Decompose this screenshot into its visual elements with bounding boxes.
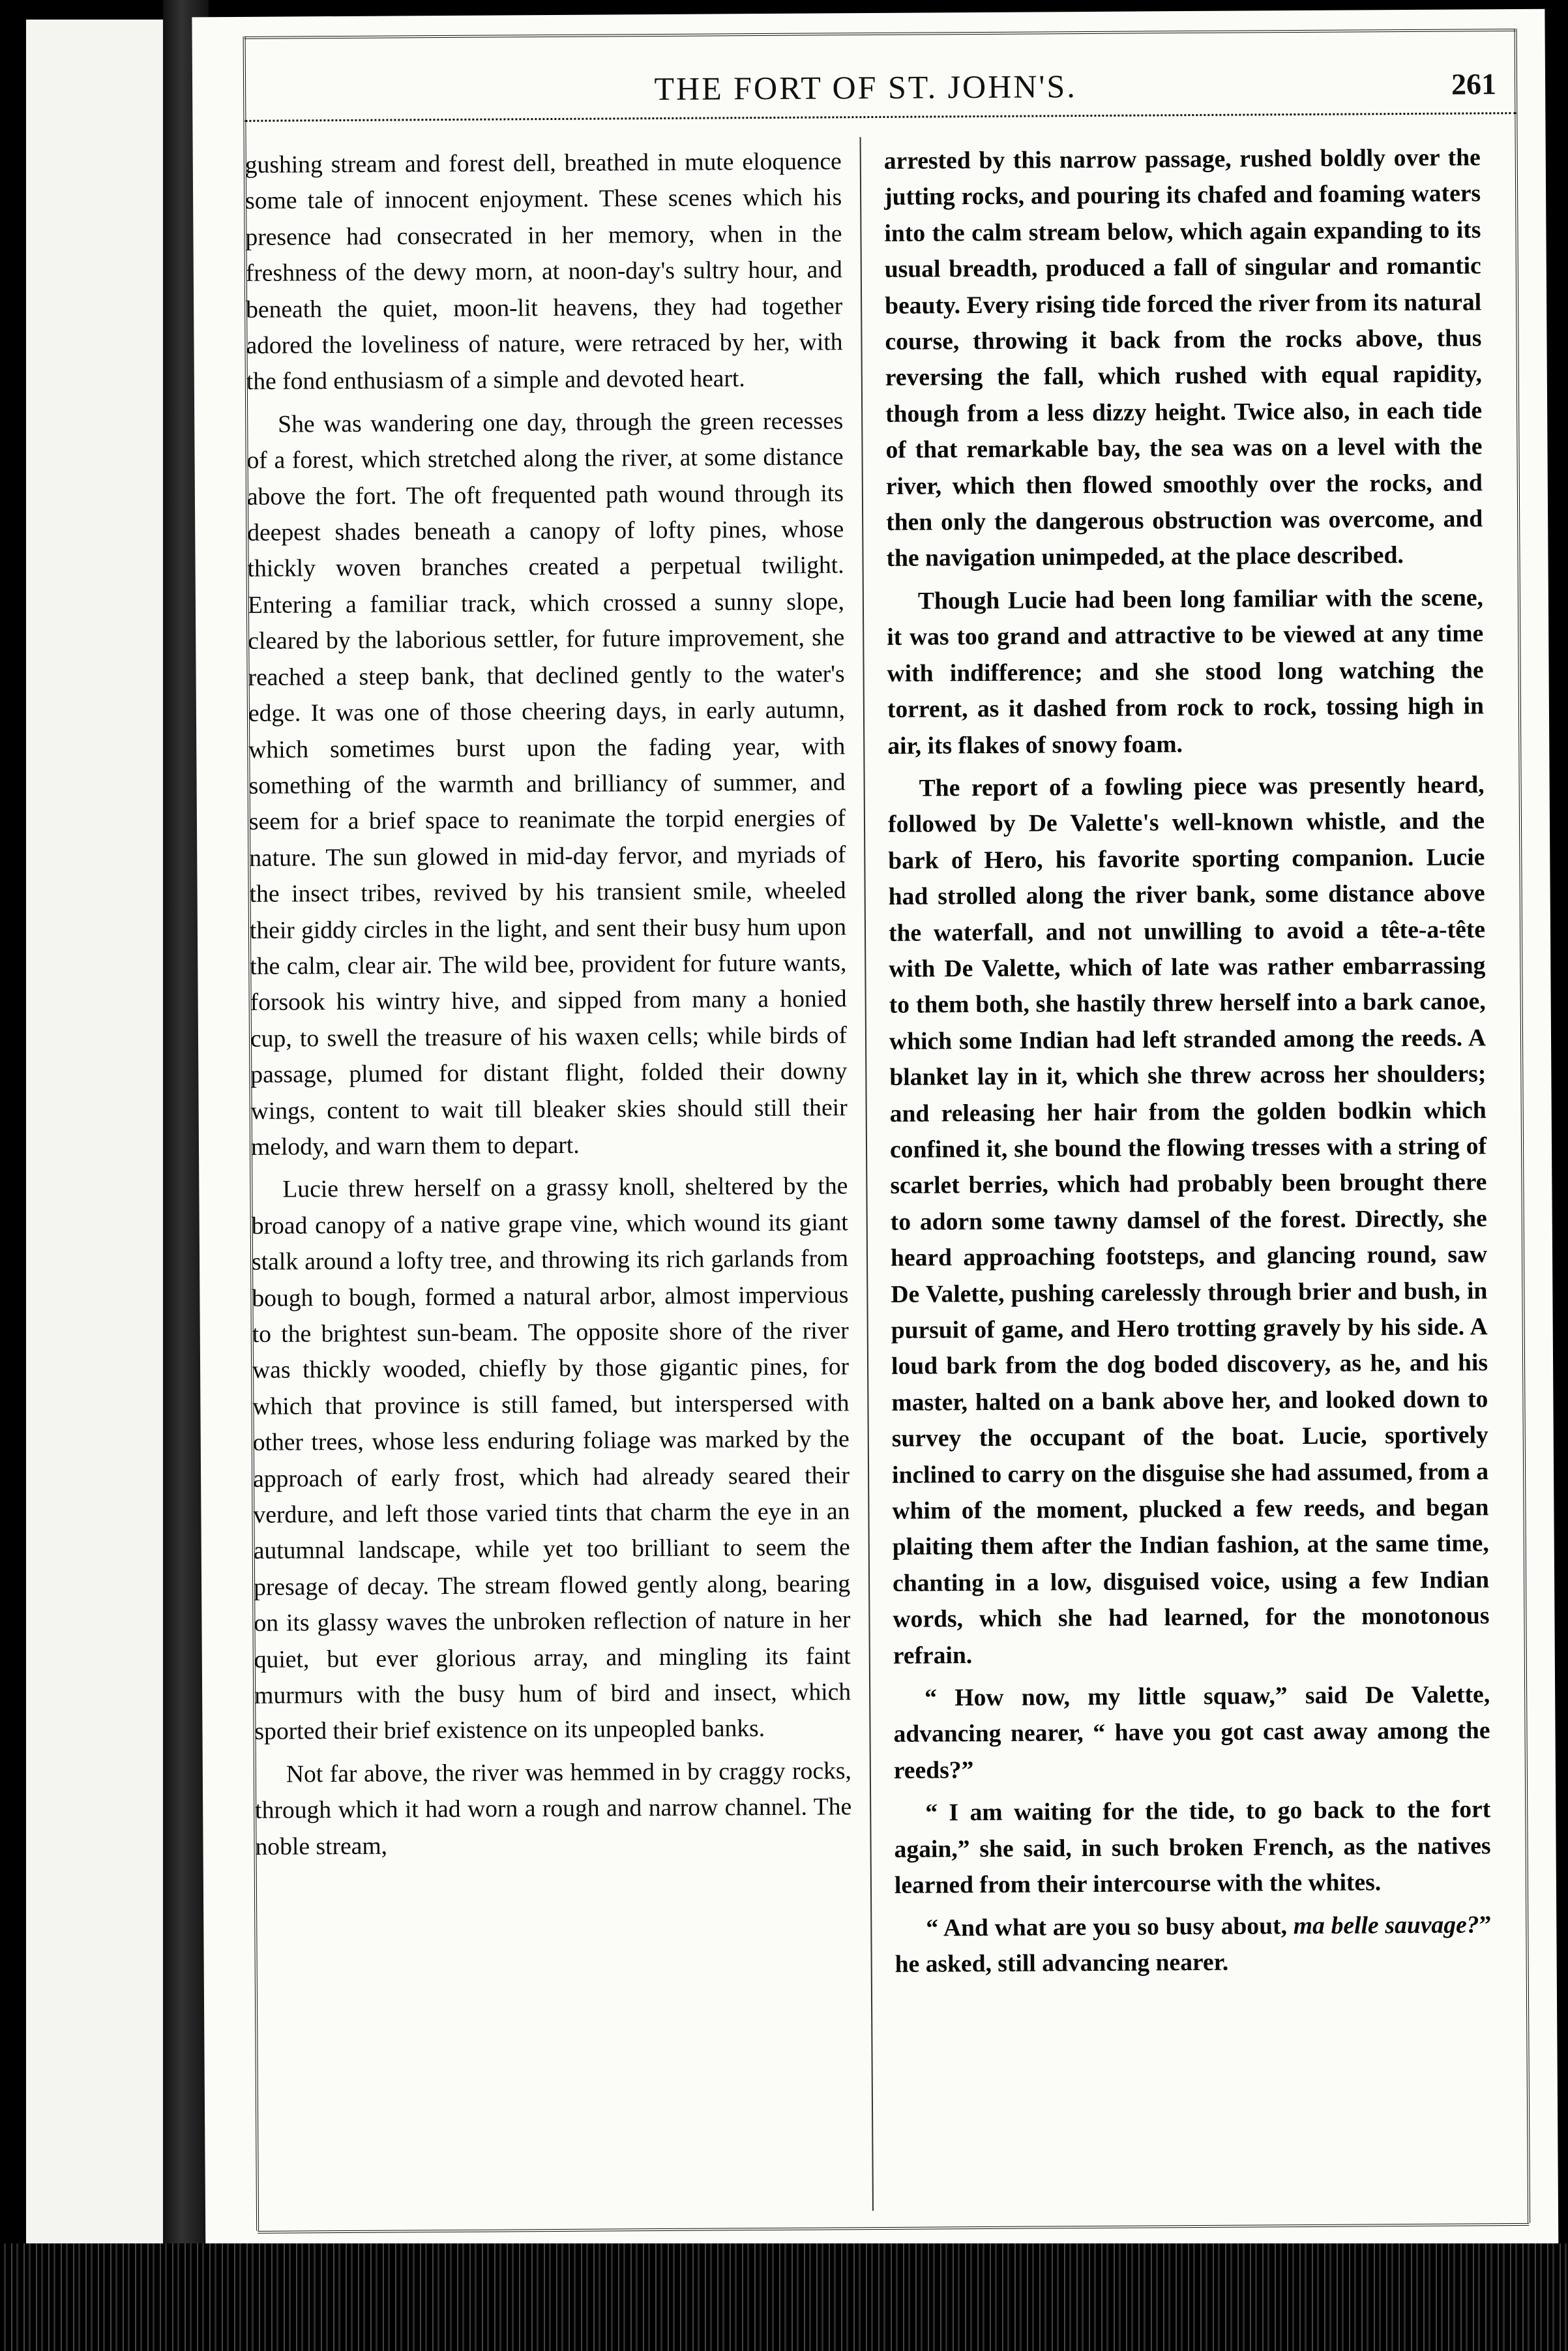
italic-phrase: ma belle sauvage? [1293,1911,1479,1939]
paragraph: “ How now, my little squaw,” said De Valette, advancing nearer, “ have you got cast away among the reeds?” [893,1681,1490,1784]
paragraph: Lucie threw herself on a grassy knoll, sheltered by the broad canopy of a native grape vine, which wound its giant stalk around a lofty tree, and throwing its rich garlands from bough to bough, formed a natural arbor, almost impervious to the brightest sun-beam. The opposite shore of the river was thickly wooded, chiefly by those gigantic pines, for which that province is still famed, but interspersed with other trees, whose less enduring foliage was marked by the approach of early frost, which had already seared their verdure, and left those varied tints that charm the eye in an autumnal landscape, while yet too brilliant to seem the presage of decay. The stream flowed gently along, bearing on its glassy waves the unbroken reflection of nature in her quiet, but ever glorious array, and mingling its faint murmurs with the busy hum of bird and insect, which sported their brief existence on its unpeopled banks. [251,1173,851,1746]
right-text-column [884,140,1492,1983]
paragraph: She was wandering one day, through the green recesses of a forest, which stretched along the river, at some distance above the fort. The oft frequented path wound through its deepest shades beneath a canopy of lofty pines, whose thickly woven branches created a perpetual twilight. Entering a familiar track, which crossed a sunny slope, cleared by the laborious settler, for future improvement, she reached a steep bank, that declined gently to the water's edge. It was one of those cheering days, in early autumn, which sometimes burst upon the fading year, with something of the warmth and brilliancy of summer, and seem for a brief space to reanimate the torpid energies of nature. The sun glowed in mid-day fervor, and myriads of the insect tribes, revived by his transient smile, wheeled their giddy circles in the light, and sent their busy hum upon the calm, clear air. The wild bee, provident for future wants, forsook his wintry hive, and sipped from many a honied cup, to swell the treasure of his waxen cells; while birds of passage, plumed for distant flight, folded their downy wings, content to wait till bleaker skies should still their melody, and warn them to depart. [246,408,848,1161]
paragraph: “ I am waiting for the tide, to go back to the fort again,” she said, in such broken French, as the natives learned from their intercourse with the whites. [894,1796,1491,1899]
paragraph: arrested by this narrow passage, rushed boldly over the jutting rocks, and pouring its chafed and foaming waters into the calm stream below, which again expanding to its usual breadth, produced a fall of singular and romantic beauty. Every rising tide forced the river from its natural course, throwing it back from the rocks above, thus reversing the fall, which rushed with equal rapidity, though from a less dizzy height. Twice also, in each tide of that remarkable bay, the sea was on a level with the river, which then flowed smoothly over the rocks, and then only the dangerous obstruction was overcome, and the navigation unimpeded, at the place described. [883,144,1483,573]
running-title: THE FORT OF ST. JOHN'S. [654,68,1077,108]
paragraph: The report of a fowling piece was presently heard, followed by De Valette's well-known whistle, and the bark of Hero, his favorite sporting companion. Lucie had strolled along the river bank, some distance above the waterfall, and not unwilling to avoid a tête-a-tête with De Valette, which of late was rather embarrassing to them both, she hastily threw herself into a bark canoe, which some Indian had left stranded among the reeds. A blanket lay in it, which she threw across her shoulders; and releasing her hair from the golden bodkin which confined it, she bound the flowing tresses with a string of scarlet berries, which had probably been brought there to adorn some tawny damsel of the forest. Directly, she heard approaching footsteps, and glancing round, saw De Valette, pushing carelessly through brier and bush, in pursuit of game, and Hero trotting gravely by his side. A loud bark from the dog boded discovery, as he, and his master, halted on a bank above her, and looked down to survey the occupant of the boat. Lucie, sportively inclined to carry on the disguise she had assumed, from a whim of the moment, plucked a few reeds, and began plaiting them after the Indian fashion, at the same time, chanting in a low, disguised voice, using a few Indian words, which she had learned, for the monotonous refrain. [887,771,1490,1670]
bottom-border-rule [258,2223,1529,2234]
previous-page-edge [26,20,177,2250]
header-underline [244,112,1516,122]
text-run: ” he asked, still advancing nearer. [895,1911,1492,1978]
top-border-rule [244,29,1516,39]
text-run: “ And what are you so busy about, [926,1912,1294,1942]
paragraph: gushing stream and forest dell, breathed in mute eloquence some tale of innocent enjoyment. These scenes which his presence had consecrated in her memory, when in the freshness of the dewy morn, at noon-day's sultry hour, and beneath the quiet, moon-lit heavens, they had together adored the loveliness of nature, were retraced by her, with the fond enthusiasm of a simple and devoted heart. [244,148,843,396]
scan-bottom-edge [0,2243,1568,2351]
page-number: 261 [1451,67,1497,101]
paragraph-last [895,1907,1492,1983]
paragraph: Though Lucie had been long familiar with the scene, it was too grand and attractive to be viewed at any time with indifference; and she stood long watching the torrent, as it dashed from rock to rock, tossing high in air, its flakes of snowy foam. [887,584,1485,760]
column-divider [860,137,874,2211]
book-page [192,9,1558,2281]
paragraph: Not far above, the river was hemmed in by craggy rocks, through which it had worn a rough and narrow channel. The noble stream, [255,1758,852,1861]
left-text-column [245,143,852,1865]
right-border-rule [1515,29,1531,2223]
